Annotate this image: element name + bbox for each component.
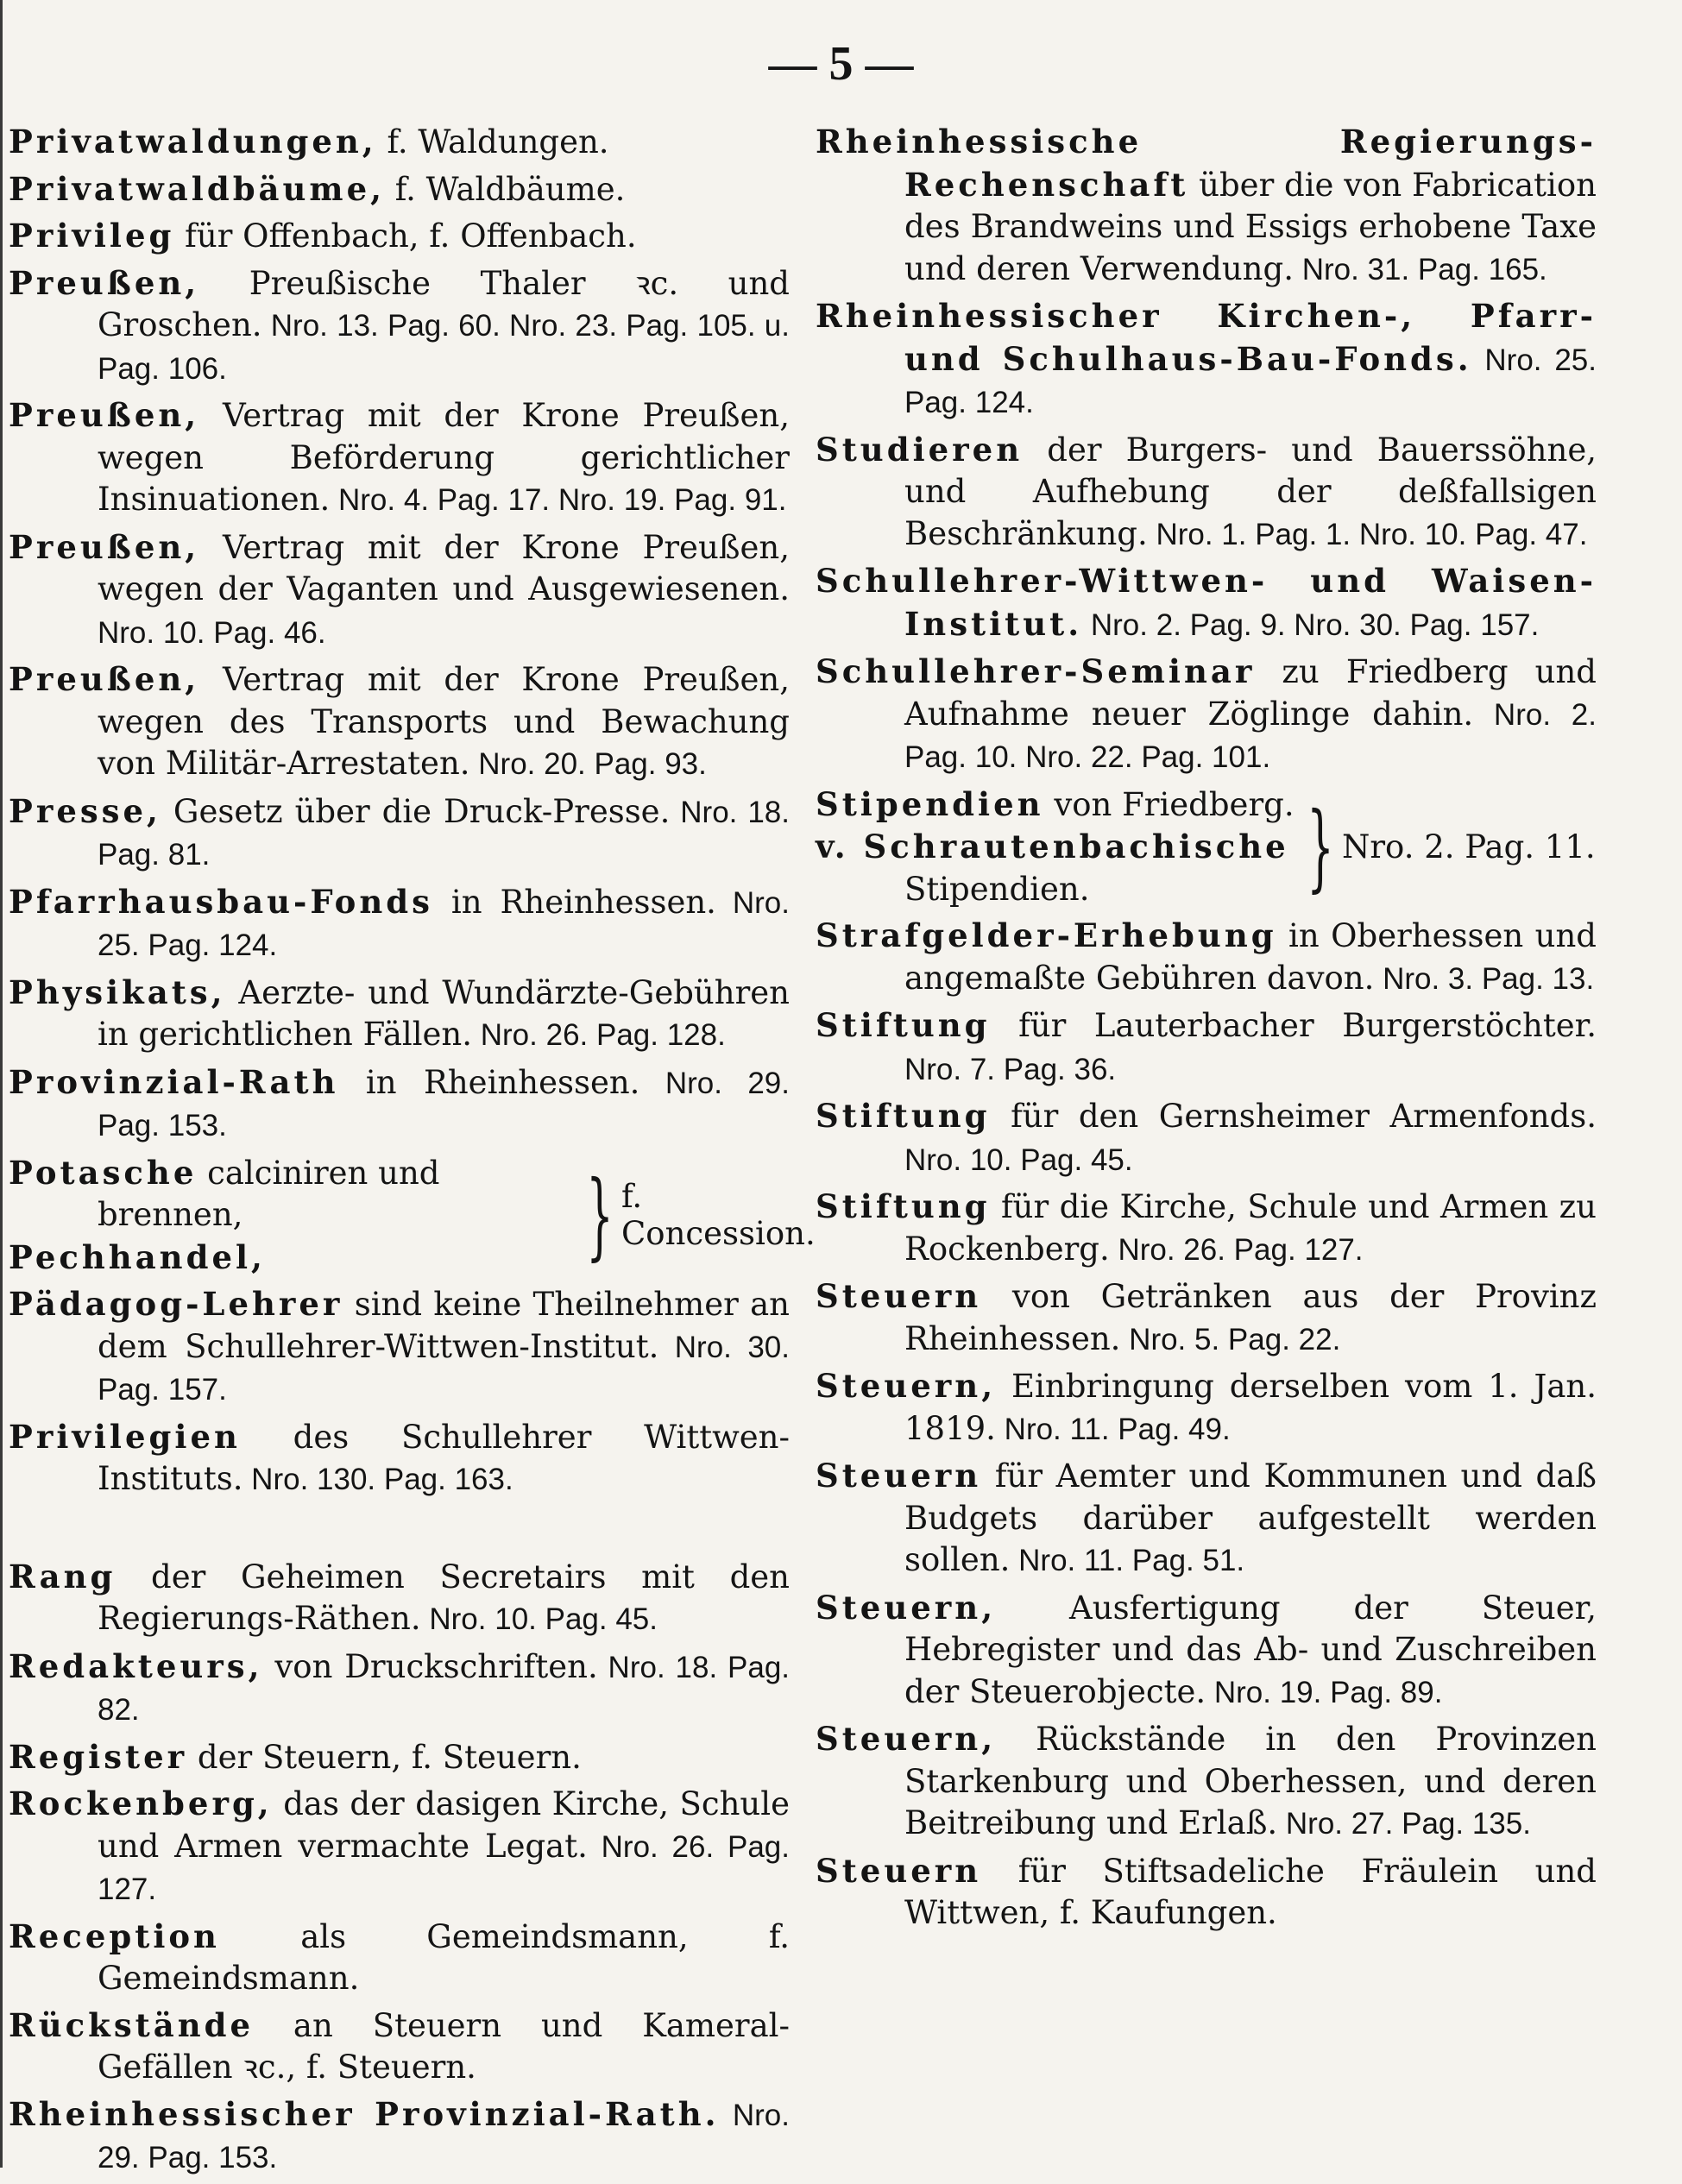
index-keyword: Stipendien [816, 784, 1044, 823]
index-reference: Nro. 1. Pag. 1. Nro. 10. Pag. 47. [1147, 517, 1588, 551]
index-reference: Nro. 31. Pag. 165. [1293, 252, 1547, 286]
index-text: von Getränken aus der Provinz Rheinhessen. [904, 1278, 1597, 1357]
index-entry [816, 1455, 1597, 1583]
index-reference: Nro. 11. Pag. 49. [995, 1412, 1231, 1446]
index-text: in Oberhessen und angemaßte Gebühren davon. [904, 917, 1597, 997]
index-text: Gesetz über die Druck-Presse. [161, 792, 671, 830]
index-entry [9, 972, 790, 1057]
index-text: für Aemter und Kommunen und daß Budgets darüber aufgestellt werden sollen. [904, 1457, 1597, 1578]
index-entry [816, 1850, 1597, 1935]
index-entry [816, 1275, 1597, 1361]
index-keyword: Rückstände [9, 2005, 255, 2044]
index-keyword: Register [9, 1737, 188, 1776]
index-keyword: Rheinhessischer Kirchen-, Pfarr- und Schulhaus-Bau-Fonds. [816, 297, 1597, 378]
index-keyword: Studieren [816, 430, 1024, 469]
index-text: für Lauterbacher Burgerstöchter. [990, 1007, 1597, 1044]
index-entry [9, 1736, 790, 1779]
index-text: f. Waldungen. [376, 123, 609, 160]
index-reference: Nro. 26. Pag. 128. [472, 1018, 726, 1052]
index-text: sind keine Theilnehmer an dem Schullehrer-Wittwen-Institut. [98, 1286, 790, 1365]
index-reference: Nro. 30. Pag. 157. [98, 1330, 790, 1407]
index-entry [9, 658, 790, 786]
index-text: von Friedberg. [1043, 785, 1295, 823]
index-keyword: Preußen, [9, 660, 200, 698]
index-reference: Nro. 3. Pag. 13. [1374, 961, 1595, 996]
index-text: Ausfertigung der Steuer, Hebregister und das Ab- und Zuschreiben der Steuerobjecte. [904, 1589, 1597, 1710]
index-entry [9, 1061, 790, 1148]
index-reference: Nro. 29. Pag. 153. [98, 1066, 790, 1142]
index-reference: Nro. 10. Pag. 45. [904, 1142, 1133, 1177]
index-keyword: Pfarrhausbau-Fonds [9, 882, 433, 921]
index-reference: Nro. 7. Pag. 36. [904, 1052, 1117, 1086]
index-text: der Steuern, f. Steuern. [187, 1738, 582, 1776]
index-keyword: Reception [9, 1917, 220, 1955]
scan-edge [0, 0, 3, 2168]
index-reference: Nro. 10. Pag. 45. [420, 1602, 658, 1636]
index-reference: Nro. 18. Pag. 82. [98, 1650, 791, 1727]
index-text: calciniren und brennen, [98, 1154, 440, 1233]
index-entry [816, 1718, 1597, 1846]
index-text: Aerzte- und Wundärzte-Gebühren in gerichtlichen Fällen. [98, 973, 790, 1053]
index-entry [9, 1283, 790, 1412]
index-keyword: Potasche [9, 1153, 198, 1192]
index-text: an Steuern und Kameral-Gefällen ꝛc., f. Steuern. [98, 2006, 790, 2086]
index-text: des Schullehrer Wittwen-Instituts. [98, 1418, 790, 1497]
index-keyword: Steuern [816, 1457, 982, 1495]
index-entry [816, 1365, 1597, 1451]
index-entry [9, 790, 790, 877]
index-reference: Nro. 18. Pag. 81. [98, 795, 790, 872]
index-entry [9, 2005, 790, 2089]
brace-symbol: } [586, 1160, 614, 1271]
index-entry [9, 262, 790, 391]
index-keyword: Physikats, [9, 972, 226, 1011]
index-reference: Nro. 130. Pag. 163. [243, 1463, 513, 1496]
index-entry [9, 168, 790, 211]
index-keyword: Pechhandel, [9, 1237, 266, 1276]
index-reference: Nro. 25. Pag. 124. [98, 885, 790, 962]
index-entry [816, 651, 1597, 779]
brace-symbol: } [1307, 791, 1334, 903]
bracketed-item [816, 784, 1299, 827]
index-keyword: Schullehrer-Wittwen- und Waisen-Institut. [816, 562, 1597, 643]
index-reference: Nro. 29. Pag. 153. [98, 2098, 790, 2175]
bracketed-entry [816, 784, 1597, 911]
index-keyword: Preußen, [9, 396, 200, 434]
bracketed-item [9, 1152, 578, 1237]
index-reference: Nro. 26. Pag. 127. [98, 1829, 790, 1906]
index-entry [816, 1095, 1597, 1181]
index-reference: Nro. 11. Pag. 51. [1010, 1544, 1245, 1577]
index-entry [816, 1186, 1597, 1271]
index-keyword: Privilegien [9, 1417, 241, 1456]
index-entry [9, 1556, 790, 1641]
index-text: Vertrag mit der Krone Preußen, wegen der Vaganten und Ausgewiesenen. [98, 528, 790, 607]
bracketed-items [816, 784, 1299, 911]
index-keyword: Steuern, [816, 1367, 997, 1405]
index-text: Stipendien. [904, 870, 1090, 908]
index-keyword: Steuern, [816, 1720, 997, 1758]
index-reference: Nro. 27. Pag. 135. [1277, 1807, 1531, 1841]
index-keyword: Presse, [9, 791, 161, 830]
index-entry [9, 394, 790, 522]
index-entry [816, 121, 1597, 291]
index-entry [816, 915, 1597, 1000]
index-keyword: v. Schrautenbachische [816, 828, 1289, 865]
index-entry [9, 881, 790, 967]
index-text: Rückstände in den Provinzen Starkenburg und Oberhessen, und deren Beitreibung und Erlaß. [904, 1721, 1597, 1841]
index-text: der Burgers- und Bauerssöhne, und Aufhebung der deßfallsigen Beschränkung. [904, 431, 1597, 552]
index-text: über die von Fabrication des Brandweins und Essigs erhobene Taxe und deren Verwendung. [904, 166, 1597, 287]
index-entry [816, 1587, 1597, 1715]
index-reference: Nro. 26. Pag. 127. [1109, 1232, 1364, 1267]
index-text: Einbringung derselben vom 1. Jan. 1819. [904, 1368, 1597, 1447]
bracketed-item [9, 1237, 578, 1280]
index-reference: Nro. 2. Pag. 9. Nro. 30. Pag. 157. [1082, 607, 1540, 642]
index-text: f. Waldbäume. [385, 170, 626, 208]
index-keyword: Rockenberg, [9, 1784, 273, 1822]
index-text: Preußische Thaler ꝛc. und Groschen. [98, 264, 790, 343]
index-keyword: Rang [9, 1557, 117, 1596]
index-keyword: Stiftung [816, 1097, 991, 1135]
index-entry [9, 1646, 790, 1732]
index-keyword: Preußen, [9, 263, 200, 302]
index-keyword: Steuern [816, 1277, 982, 1315]
index-entry [9, 1916, 790, 2000]
index-text: Vertrag mit der Krone Preußen, wegen des Transports und Bewachung von Militär-Arrestaten. [98, 661, 790, 782]
page-number: — 5 — [768, 37, 914, 91]
left-column [9, 121, 816, 2184]
index-keyword: Stiftung [816, 1006, 991, 1044]
index-text: für Offenbach, f. Offenbach. [174, 217, 637, 255]
index-entry [816, 1004, 1597, 1091]
index-entry [9, 2093, 790, 2180]
index-keyword: Rheinhessische Regierungs-Rechenschaft [816, 123, 1597, 204]
index-keyword: Schullehrer-Seminar [816, 652, 1256, 690]
section-gap [9, 1506, 790, 1556]
index-keyword: Steuern, [816, 1588, 997, 1627]
index-keyword: Strafgelder-Erhebung [816, 916, 1277, 954]
index-text: das der dasigen Kirche, Schule und Armen vermachte Legat. [98, 1785, 790, 1865]
bracket-reference: Nro. 2. Pag. 11. [1342, 828, 1596, 865]
index-entry [9, 121, 790, 164]
index-keyword: Redakteurs, [9, 1646, 263, 1685]
index-keyword: Privileg [9, 217, 175, 255]
index-text: für den Gernsheimer Armenfonds. [990, 1098, 1597, 1135]
index-reference: Nro. 4. Pag. 17. Nro. 19. Pag. 91. [330, 483, 787, 517]
index-text: Vertrag mit der Krone Preußen, wegen Beförderung gerichtlicher Insinuationen. [98, 397, 790, 518]
index-entry [9, 1416, 790, 1501]
index-entry [9, 526, 790, 655]
index-reference: Nro. 5. Pag. 22. [1120, 1322, 1341, 1356]
index-keyword: Rheinhessischer Provinzial-Rath. [9, 2094, 720, 2133]
index-text: von Druckschriften. [262, 1647, 598, 1685]
index-reference: Nro. 13. Pag. 60. Nro. 23. Pag. 105. u. Pag. 106. [98, 309, 790, 386]
index-keyword: Stiftung [816, 1187, 991, 1225]
bracket-reference: f. Concession. [621, 1178, 816, 1253]
bracketed-item [816, 826, 1299, 910]
index-text: für Stiftsadeliche Fräulein und Wittwen, f. Kaufungen. [904, 1852, 1597, 1931]
index-reference: Nro. 10. Pag. 46. [98, 615, 326, 650]
index-text: als Gemeindsmann, f. Gemeindsmann. [98, 1917, 790, 1997]
bracketed-items [9, 1152, 578, 1280]
index-entry [9, 1783, 790, 1911]
index-entry [816, 295, 1597, 425]
index-keyword: Preußen, [9, 527, 200, 566]
right-column [816, 121, 1597, 1939]
index-keyword: Privatwaldungen, [9, 123, 377, 160]
index-entry [9, 215, 790, 258]
index-entry [816, 560, 1597, 646]
bracketed-entry [9, 1152, 816, 1280]
index-keyword: Steuern [816, 1851, 982, 1890]
index-text: in Rheinhessen. [432, 883, 716, 921]
index-text: in Rheinhessen. [338, 1063, 640, 1101]
index-entry [816, 429, 1597, 557]
index-reference: Nro. 20. Pag. 93. [469, 747, 707, 781]
index-text: der Geheimen Secretairs mit den Regierungs-Räthen. [98, 1558, 790, 1637]
index-keyword: Pädagog-Lehrer [9, 1285, 343, 1323]
index-text: für die Kirche, Schule und Armen zu Rockenberg. [904, 1188, 1597, 1268]
index-reference: Nro. 19. Pag. 89. [1206, 1675, 1443, 1709]
index-keyword: Privatwaldbäume, [9, 169, 386, 208]
index-reference: Nro. 2. Pag. 10. Nro. 22. Pag. 101. [904, 697, 1597, 774]
index-text: zu Friedberg und Aufnahme neuer Zöglinge dahin. [904, 653, 1597, 733]
index-reference: Nro. 25. Pag. 124. [904, 343, 1597, 419]
index-keyword: Provinzial-Rath [9, 1062, 339, 1101]
